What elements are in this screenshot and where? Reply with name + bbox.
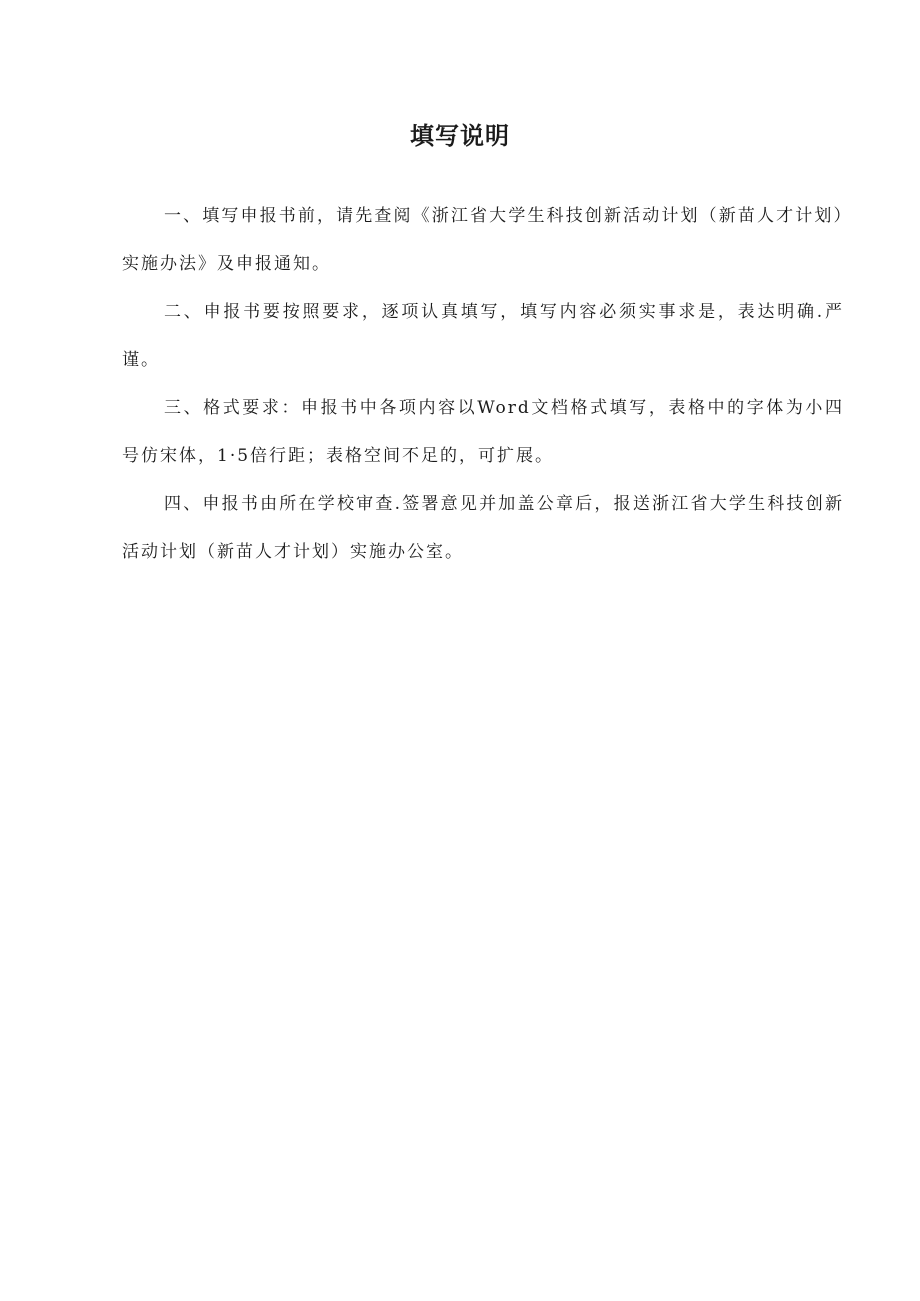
instruction-paragraph-3: 三、格式要求：申报书中各项内容以Word文档格式填写，表格中的字体为小四号仿宋体，1·5倍行距；表格空间不足的，可扩展。 <box>122 398 844 466</box>
instruction-paragraph-2: 二、申报书要按照要求，逐项认真填写，填写内容必须实事求是，表达明确.严谨。 <box>122 302 844 370</box>
instructions-body <box>122 192 844 576</box>
instruction-paragraph-1: 一、填写申报书前，请先查阅《浙江省大学生科技创新活动计划（新苗人才计划）实施办法》及申报通知。 <box>122 206 844 274</box>
page-title: 填写说明 <box>410 122 510 150</box>
instruction-paragraph-4: 四、申报书由所在学校审查.签署意见并加盖公章后，报送浙江省大学生科技创新活动计划（新苗人才计划）实施办公室。 <box>122 494 844 562</box>
